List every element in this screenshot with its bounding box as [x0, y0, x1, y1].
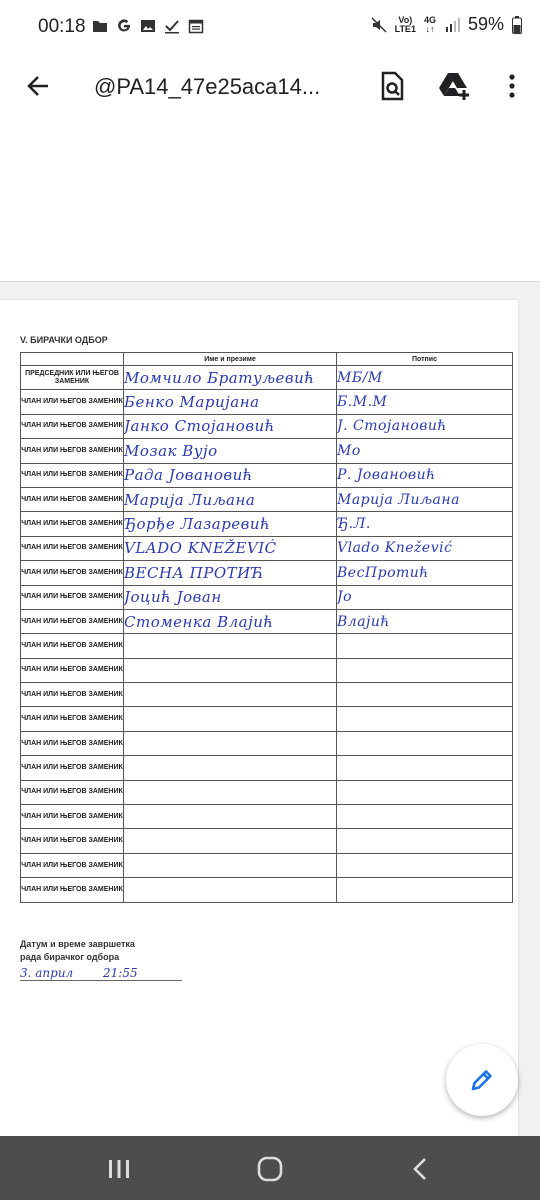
member-name: [124, 756, 337, 780]
member-signature: [337, 707, 513, 731]
member-role: ЧЛАН ИЛИ ЊЕГОВ ЗАМЕНИК: [21, 536, 124, 560]
table-row: [21, 853, 513, 877]
completion-value: [20, 966, 182, 981]
member-signature: Р. Јовановић: [337, 463, 513, 487]
previous-page: [0, 126, 540, 282]
image-icon: [140, 18, 156, 34]
member-role: ЧЛАН ИЛИ ЊЕГОВ ЗАМЕНИК: [21, 561, 124, 585]
table-row: [21, 829, 513, 853]
more-vert-icon[interactable]: [494, 68, 530, 104]
battery-percent: 59%: [467, 14, 504, 34]
role-column-header: [21, 353, 124, 366]
table-row: [21, 683, 513, 707]
member-role: ЧЛАН ИЛИ ЊЕГОВ ЗАМЕНИК: [21, 487, 124, 511]
table-row: [21, 585, 513, 609]
member-name: Момчило Братуљевић: [124, 366, 337, 390]
google-icon: [116, 18, 132, 34]
table-row: [21, 439, 513, 463]
table-row: [21, 463, 513, 487]
member-name: [124, 683, 337, 707]
member-name: [124, 878, 337, 902]
member-role: ЧЛАН ИЛИ ЊЕГОВ ЗАМЕНИК: [21, 780, 124, 804]
back-icon[interactable]: [406, 1154, 436, 1184]
table-header-row: [21, 353, 513, 366]
member-name: Бенко Маријана: [124, 390, 337, 414]
table-row: [21, 707, 513, 731]
system-nav-bar: [0, 1136, 540, 1200]
member-name: [124, 634, 337, 658]
member-signature: [337, 756, 513, 780]
member-name: Стоменка Влајић: [124, 609, 337, 633]
volte-bottom-text: LTE1: [394, 23, 416, 34]
member-signature: Влајић: [337, 609, 513, 633]
member-signature: ВесПротић: [337, 561, 513, 585]
member-name: [124, 658, 337, 682]
add-to-drive-icon[interactable]: [436, 68, 472, 104]
member-role: ПРЕДСЕДНИК ИЛИ ЊЕГОВ ЗАМЕНИК: [21, 366, 124, 390]
member-signature: Мо: [337, 439, 513, 463]
table-row: [21, 487, 513, 511]
member-name: [124, 805, 337, 829]
pencil-icon: [468, 1066, 496, 1094]
volte-icon: [395, 16, 416, 34]
volte-top-text: Vo): [398, 14, 413, 25]
notification-icons: [92, 18, 204, 34]
completion-label-line1: Датум и време завршетка: [20, 939, 135, 949]
member-name: Јоцић Јован: [124, 585, 337, 609]
member-role: ЧЛАН ИЛИ ЊЕГОВ ЗАМЕНИК: [21, 609, 124, 633]
table-row: [21, 390, 513, 414]
member-role: ЧЛАН ИЛИ ЊЕГОВ ЗАМЕНИК: [21, 585, 124, 609]
member-name: [124, 707, 337, 731]
document-title: @PA14_47e25aca14...: [94, 74, 321, 99]
member-name: ВЕСНА ПРОТИЋ: [124, 561, 337, 585]
table-row: [21, 561, 513, 585]
member-role: ЧЛАН ИЛИ ЊЕГОВ ЗАМЕНИК: [21, 463, 124, 487]
recents-icon[interactable]: [104, 1154, 134, 1184]
member-signature: [337, 683, 513, 707]
member-name: Мозак Вујо: [124, 439, 337, 463]
member-signature: МБ/М: [337, 366, 513, 390]
section-title: V. БИРАЧКИ ОДБОР: [20, 335, 108, 345]
member-signature: Vlado Knežević: [337, 536, 513, 560]
table-row: [21, 731, 513, 755]
election-board-table: [20, 352, 513, 903]
member-role: ЧЛАН ИЛИ ЊЕГОВ ЗАМЕНИК: [21, 731, 124, 755]
member-signature: [337, 658, 513, 682]
status-bar: [0, 0, 540, 56]
member-name: Марија Лиљана: [124, 487, 337, 511]
member-signature: [337, 878, 513, 902]
member-role: ЧЛАН ИЛИ ЊЕГОВ ЗАМЕНИК: [21, 658, 124, 682]
completion-date: 3. април: [20, 966, 74, 980]
data-arrows-icon: ↓↑: [425, 23, 435, 34]
member-name: [124, 731, 337, 755]
member-role: ЧЛАН ИЛИ ЊЕГОВ ЗАМЕНИК: [21, 707, 124, 731]
table-row: [21, 805, 513, 829]
member-signature: Марија Лиљана: [337, 487, 513, 511]
table-row: [21, 536, 513, 560]
member-name: Рада Јовановић: [124, 463, 337, 487]
home-icon[interactable]: [255, 1154, 285, 1184]
table-row: [21, 756, 513, 780]
name-column-header: Име и презиме: [124, 353, 337, 366]
member-role: ЧЛАН ИЛИ ЊЕГОВ ЗАМЕНИК: [21, 390, 124, 414]
status-right-group: [371, 14, 522, 35]
app-bar: [0, 56, 540, 122]
check-icon: [164, 18, 180, 34]
member-name: VLADO KNEŽEVIĆ: [124, 536, 337, 560]
member-name: [124, 829, 337, 853]
member-name: [124, 853, 337, 877]
table-row: [21, 366, 513, 390]
table-row: [21, 780, 513, 804]
network-type: [424, 16, 436, 34]
member-signature: [337, 634, 513, 658]
member-signature: Јо: [337, 585, 513, 609]
network-label: 4G: [423, 14, 436, 25]
folder-icon: [92, 18, 108, 34]
table-row: [21, 512, 513, 536]
status-time: 00:18: [38, 16, 86, 37]
member-name: [124, 780, 337, 804]
member-name: Јанко Стојановић: [124, 414, 337, 438]
member-signature: [337, 805, 513, 829]
mute-icon: [371, 17, 387, 33]
back-arrow-icon[interactable]: [20, 68, 56, 104]
table-row: [21, 658, 513, 682]
member-signature: [337, 731, 513, 755]
member-signature: Ђ.Л.: [337, 512, 513, 536]
signature-column-header: Потпис: [337, 353, 513, 366]
member-role: ЧЛАН ИЛИ ЊЕГОВ ЗАМЕНИК: [21, 805, 124, 829]
table-row: [21, 414, 513, 438]
member-role: ЧЛАН ИЛИ ЊЕГОВ ЗАМЕНИК: [21, 853, 124, 877]
member-signature: [337, 829, 513, 853]
member-role: ЧЛАН ИЛИ ЊЕГОВ ЗАМЕНИК: [21, 512, 124, 536]
member-role: ЧЛАН ИЛИ ЊЕГОВ ЗАМЕНИК: [21, 756, 124, 780]
member-role: ЧЛАН ИЛИ ЊЕГОВ ЗАМЕНИК: [21, 439, 124, 463]
completion-label-line2: рада бирачког одбора: [20, 952, 120, 962]
member-role: ЧЛАН ИЛИ ЊЕГОВ ЗАМЕНИК: [21, 829, 124, 853]
table-row: [21, 634, 513, 658]
member-role: ЧЛАН ИЛИ ЊЕГОВ ЗАМЕНИК: [21, 634, 124, 658]
find-in-page-icon[interactable]: [374, 68, 410, 104]
completion-time: 21:55: [103, 966, 138, 980]
member-role: ЧЛАН ИЛИ ЊЕГОВ ЗАМЕНИК: [21, 683, 124, 707]
signal-icon: [444, 17, 460, 33]
table-row: [21, 609, 513, 633]
member-signature: Ј. Стојановић: [337, 414, 513, 438]
member-name: Ђорђе Лазаревић: [124, 512, 337, 536]
member-role: ЧЛАН ИЛИ ЊЕГОВ ЗАМЕНИК: [21, 878, 124, 902]
member-signature: [337, 853, 513, 877]
calendar-icon: [188, 18, 204, 34]
completion-label: [20, 938, 135, 964]
table-row: [21, 878, 513, 902]
member-signature: [337, 780, 513, 804]
member-signature: Б.М.М: [337, 390, 513, 414]
battery-icon: [512, 16, 522, 34]
member-role: ЧЛАН ИЛИ ЊЕГОВ ЗАМЕНИК: [21, 414, 124, 438]
edit-fab-button[interactable]: [446, 1044, 518, 1116]
